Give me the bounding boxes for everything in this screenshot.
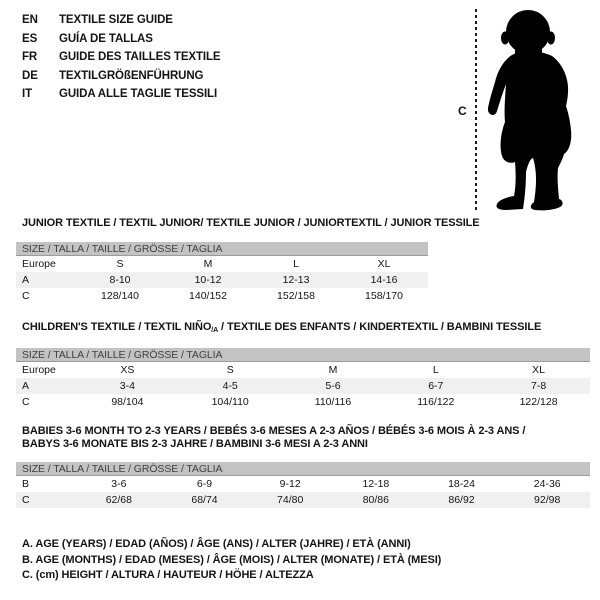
table-row-age (16, 272, 428, 288)
babies-table-title-line1: BABIES 3-6 MONTH TO 2-3 YEARS / BEBÉS 3-6 MESES A 2-3 AÑOS / BÉBÉS 3-6 MOIS À 2-3 ANS / (22, 425, 526, 437)
table-row-height (16, 492, 590, 508)
junior-table (16, 242, 428, 304)
table-cell: 80/86 (362, 494, 389, 506)
title-subscript: /A (211, 327, 219, 334)
language-label: TEXTILE SIZE GUIDE (59, 14, 173, 26)
table-cell: S (116, 258, 124, 270)
language-label: TEXTILGRÖßENFÜHRUNG (59, 69, 204, 82)
row-label: C (22, 290, 30, 302)
toddler-figure (450, 6, 595, 216)
table-cell: 12-13 (282, 274, 310, 286)
language-row-es (22, 30, 221, 49)
table-cell: M (203, 258, 213, 270)
language-code: EN (22, 14, 38, 26)
table-row-height (16, 288, 428, 304)
footnote-b: B. AGE (MONTHS) / EDAD (MESES) / ÂGE (MOIS) / ALTER (MONATE) / ETÀ (MESI) (22, 553, 442, 566)
height-measure-line (475, 9, 477, 210)
table-cell: L (293, 258, 299, 270)
table-cell: 86/92 (448, 494, 475, 506)
table-cell: 62/68 (105, 494, 132, 506)
language-code: DE (22, 69, 38, 82)
table-cell: XL (532, 364, 545, 376)
table-cell: 4-5 (222, 380, 238, 392)
language-row-de (22, 67, 221, 86)
junior-table-title: JUNIOR TEXTILE / TEXTIL JUNIOR/ TEXTILE JUNIOR / JUNIORTEXTIL / JUNIOR TESSILE (22, 217, 480, 229)
table-cell: 68/74 (191, 494, 218, 506)
table-cell: XS (120, 364, 135, 376)
language-label: GUIDA ALLE TAGLIE TESSILI (59, 88, 218, 100)
babies-table (16, 462, 590, 508)
height-measure-label: C (458, 104, 467, 118)
table-cell: 3-6 (111, 478, 127, 490)
table-row-age-months (16, 476, 590, 492)
language-code: ES (22, 32, 38, 45)
table-cell: 122/128 (519, 396, 558, 408)
table-cell: 14-16 (370, 274, 398, 286)
row-label: C (22, 396, 30, 408)
row-label: C (22, 494, 30, 506)
babies-table-title-line2: BABYS 3-6 MONATE BIS 2-3 JAHRE / BAMBINI 3-6 MESI A 2-3 ANNI (22, 438, 368, 450)
table-cell: XL (377, 258, 391, 270)
size-header-bar: SIZE / TALLA / TAILLE / GRÖSSE / TAGLIA (16, 348, 590, 362)
table-cell: 110/116 (314, 396, 352, 408)
footnote-c: C. (cm) HEIGHT / ALTURA / HAUTEUR / HÖHE / ALTEZZA (22, 569, 314, 581)
footnote-a: A. AGE (YEARS) / EDAD (AÑOS) / ÂGE (ANS) / ALTER (JAHRE) / ETÀ (ANNI) (22, 538, 411, 550)
table-cell: 140/152 (189, 290, 227, 302)
table-cell: 5-6 (325, 380, 341, 392)
language-code: FR (22, 51, 38, 63)
table-cell: 74/80 (277, 494, 304, 506)
row-label: A (22, 380, 30, 392)
table-cell: L (432, 364, 439, 376)
table-cell: 9-12 (279, 478, 301, 490)
children-table-title (16, 321, 590, 337)
table-cell: 6-9 (196, 478, 213, 490)
language-row-it (22, 85, 221, 104)
table-cell: 158/170 (365, 290, 403, 302)
table-cell: 12-18 (362, 478, 390, 490)
title-post: / TEXTILE DES ENFANTS / KINDERTEXTIL / BAMBINI TESSILE (218, 321, 542, 333)
language-label: GUÍA DE TALLAS (59, 32, 153, 45)
row-label: Europe (22, 364, 56, 376)
table-cell: 10-12 (194, 274, 222, 286)
row-label: B (22, 478, 30, 490)
table-cell: 116/122 (417, 396, 455, 408)
table-row-height (16, 394, 590, 410)
table-cell: S (226, 364, 234, 376)
language-list (22, 11, 221, 104)
table-cell: 6-7 (428, 380, 444, 392)
language-code: IT (22, 88, 33, 100)
footnotes (22, 537, 441, 584)
table-cell: 98/104 (111, 396, 144, 408)
table-row-europe (16, 362, 590, 378)
title-pre: CHILDREN'S TEXTILE / TEXTIL NIÑO (22, 321, 212, 333)
junior-table-section (16, 217, 480, 304)
table-row-europe (16, 256, 428, 272)
row-label: Europe (22, 258, 56, 270)
table-cell: 128/140 (101, 290, 139, 302)
table-cell: 24-36 (533, 478, 561, 490)
language-row-fr (22, 48, 221, 67)
children-table (16, 348, 590, 410)
table-cell: 104/110 (211, 396, 249, 408)
table-cell: 3-4 (119, 380, 135, 392)
table-cell: 8-10 (109, 274, 131, 286)
table-cell: 152/158 (277, 290, 315, 302)
language-label: GUIDE DES TAILLES TEXTILE (59, 51, 221, 63)
babies-table-section (16, 425, 590, 508)
size-header-bar: SIZE / TALLA / TAILLE / GRÖSSE / TAGLIA (16, 462, 590, 476)
language-row-en (22, 11, 221, 30)
table-cell: 18-24 (448, 478, 475, 490)
size-header-bar: SIZE / TALLA / TAILLE / GRÖSSE / TAGLIA (16, 242, 428, 256)
table-cell: 7-8 (530, 380, 547, 392)
toddler-silhouette-icon (482, 6, 587, 213)
table-cell: M (328, 364, 338, 376)
table-cell: 92/98 (534, 494, 561, 506)
table-row-age (16, 378, 590, 394)
children-table-section (16, 321, 590, 410)
row-label: A (22, 274, 30, 286)
